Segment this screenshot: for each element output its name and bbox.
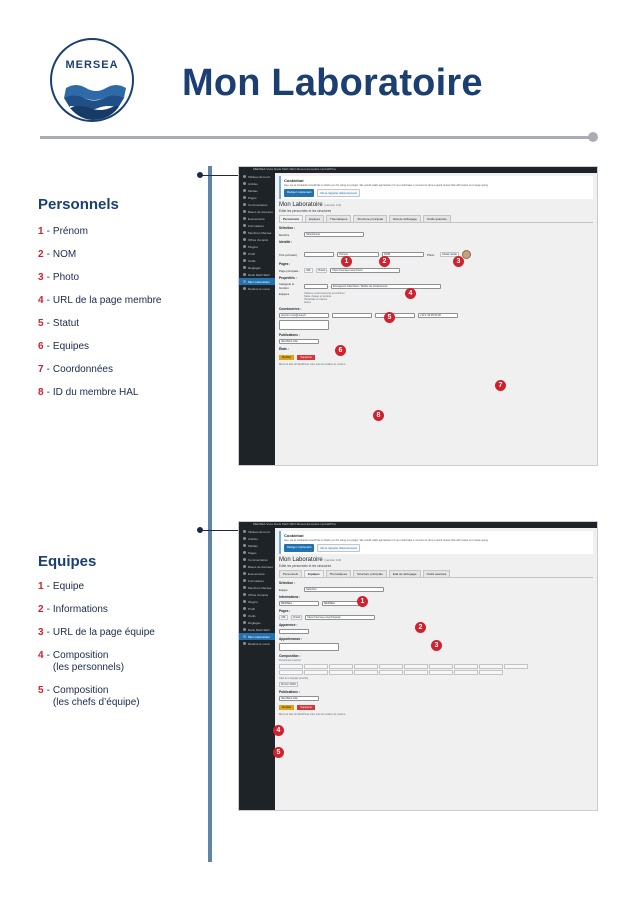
legend-item: 2 - NOM [38, 249, 77, 260]
member-tag[interactable] [429, 664, 453, 669]
tab-personnels[interactable]: Personnels [279, 570, 302, 577]
section-label: Apparence : [279, 623, 298, 627]
connector-2 [200, 530, 242, 531]
connector-dot-2 [197, 527, 203, 533]
callout-4: 4 [405, 288, 416, 299]
appartenance-field[interactable] [279, 643, 339, 651]
section-label: Composition : [279, 654, 301, 658]
field-label: Page principale : [279, 268, 300, 273]
legend-item: 2 - Informations [38, 604, 108, 615]
tab-tools[interactable]: Outils avancés [423, 215, 451, 222]
tab-equipes[interactable]: Equipes [305, 215, 324, 222]
section-label: États : [279, 347, 289, 351]
composition-label: Chef·fe·s d'équipe (inscrits) [279, 677, 309, 680]
section-label: Appartenance : [279, 637, 303, 641]
callout-3: 3 [431, 640, 442, 651]
field-label: Equipes [279, 292, 290, 296]
section-title-equipes: Equipes [38, 553, 97, 570]
sidebar-item-mon-laboratoire[interactable]: Mon Laboratoire [239, 633, 275, 640]
field-label: Titre (écrivant) [279, 252, 297, 257]
member-tag[interactable] [354, 664, 378, 669]
connector-dot-1 [197, 172, 203, 178]
member-tag[interactable] [279, 664, 303, 669]
sidebar-item[interactable]: Pages [239, 194, 275, 201]
equipe-checkbox[interactable]: Humanités et cultures [304, 298, 328, 301]
sidebar-item[interactable]: Articles [239, 180, 275, 187]
sidebar-item[interactable]: Articles [239, 535, 275, 542]
admin-page-title: Mon Laboratoire (version 4.9) [279, 557, 342, 563]
member-tag[interactable] [304, 670, 328, 675]
page-option[interactable]: Choisir [292, 616, 301, 619]
page-option[interactable]: URL [281, 616, 286, 619]
phone-field[interactable]: +33 1 39 25 00 00 [418, 313, 458, 318]
screenshot-equipes [238, 521, 598, 811]
composition-label: Personnels (inscrits) [279, 659, 301, 662]
header-rule [40, 136, 593, 139]
legend-item: 4 - Composition (les personnels) [38, 650, 125, 673]
sidebar-item[interactable]: Réglages [239, 619, 275, 626]
sidebar-item[interactable]: Bases de données [239, 563, 275, 570]
section-label: Pages : [279, 262, 291, 266]
sidebar-item[interactable]: Evènements [239, 215, 275, 222]
sidebar-item[interactable]: Médias [239, 187, 275, 194]
cookiebot-notice: Cookiebot Hey, we at Cookiebot would like to thank you for using our plugin. We would really appreciate it if you could take a moment to drop a quick review that will inspire us to keep going. Rédiger maintenant Me le rappeler ultérieurement [279, 531, 593, 554]
sidebar-item-mon-laboratoire[interactable]: Mon Laboratoire [239, 278, 275, 285]
legend-item: 1 - Prénom [38, 226, 88, 237]
personnels-taglist [279, 664, 539, 675]
callout-5: 5 [384, 312, 395, 323]
waves-icon [52, 40, 134, 122]
mersea-logo [50, 38, 134, 122]
admin-sidebar [239, 528, 275, 810]
member-tag[interactable] [304, 664, 328, 669]
admin-footer: Merci de faire de WordPress votre outil de création de contenu. [279, 363, 346, 366]
member-tag[interactable] [479, 670, 503, 675]
sidebar-item[interactable]: Plugins [239, 598, 275, 605]
sidebar-item[interactable]: Rank Math SEO [239, 626, 275, 633]
sidebar-item[interactable]: Réglages [239, 264, 275, 271]
sidebar-item[interactable]: Profil [239, 605, 275, 612]
sidebar-item[interactable]: Evènements [239, 570, 275, 577]
sidebar-item[interactable]: Commentaires [239, 201, 275, 208]
member-tag[interactable] [329, 670, 353, 675]
remind-later-button[interactable]: Me le rappeler ultérieurement [317, 544, 360, 552]
section-label: Coordonnées : [279, 307, 302, 311]
cookiebot-notice: Cookiebot Hey, we at Cookiebot would like to thank you for using our plugin. We would really appreciate it if you could take a moment to drop a quick review that will inspire us to keep going. Rédiger maintenant Me le rappeler ultérieurement [279, 176, 593, 199]
admin-page-subtitle: Edite les personnels et les structures [279, 564, 332, 568]
legend-item: 6 - Equipes [38, 341, 90, 352]
delete-button[interactable]: Supprimer [297, 705, 315, 710]
admin-content [279, 531, 593, 806]
sidebar-item[interactable]: Rank Math SEO [239, 271, 275, 278]
sidebar-item[interactable]: Outils [239, 612, 275, 619]
legend-item: 1 - Equipe [38, 581, 85, 592]
modify-button[interactable]: Modifier [279, 705, 294, 710]
connector-1 [200, 175, 242, 176]
legend-item: 7 - Coordonnées [38, 364, 113, 375]
modify-button[interactable]: Modifier [279, 355, 294, 360]
legend-item: 8 - ID du membre HAL [38, 387, 139, 398]
team-short-name-field[interactable]: MERSEA [279, 601, 319, 606]
equipes-checklist [304, 292, 345, 304]
equipe-checkbox[interactable]: Cultures, environnements et territoires [304, 292, 345, 295]
field-label: Equipe [279, 587, 288, 592]
callout-5: 5 [273, 747, 284, 758]
titre-select[interactable] [304, 252, 334, 257]
section-label: Informations : [279, 595, 301, 599]
section-label: Identité : [279, 240, 293, 244]
color-field[interactable] [279, 629, 309, 634]
section-title-personnels: Personnels [38, 196, 119, 213]
sidebar-item[interactable]: Offres d'emploi [239, 591, 275, 598]
sidebar-item[interactable]: Formulaires [239, 577, 275, 584]
sidebar-item[interactable]: Tableau de bord [239, 528, 275, 535]
rule-end-dot [588, 132, 598, 142]
admin-page-subtitle: Edite les personnels et les structures [279, 209, 332, 213]
admin-content [279, 176, 593, 461]
tab-structure[interactable]: Structure principale [353, 215, 387, 222]
address-field[interactable] [279, 320, 329, 330]
sidebar-item[interactable]: Commentaires [239, 556, 275, 563]
statut-select[interactable]: Enseignant-Chercheur / Maître de Conférences [331, 284, 441, 289]
member-tag[interactable] [379, 670, 403, 675]
sidebar-item[interactable]: Pages [239, 549, 275, 556]
member-tag[interactable] [479, 664, 503, 669]
field-label: Catégorie et fonction [279, 282, 295, 290]
legend-item: 4 - URL de la page membre [38, 295, 162, 306]
nom-field[interactable]: NOM [382, 252, 424, 257]
tab-tools[interactable]: Outils avancés [423, 570, 451, 577]
delete-button[interactable]: Supprimer [297, 355, 315, 360]
prenom-field[interactable]: Prénom [337, 252, 379, 257]
team-page-url-field[interactable]: https://mersea.uvsq.fr/equipe [305, 615, 375, 620]
building-field[interactable] [375, 313, 415, 318]
tab-thematiques[interactable]: Thématiques [326, 570, 351, 577]
field-label: Photo [427, 252, 435, 257]
callout-3: 3 [453, 256, 464, 267]
page-option[interactable]: Choisir [317, 269, 326, 272]
legend-item: 3 - Photo [38, 272, 80, 283]
callout-2: 2 [415, 622, 426, 633]
tab-thematiques[interactable]: Thématiques [326, 215, 351, 222]
member-tag[interactable] [429, 670, 453, 675]
category-select[interactable] [304, 284, 328, 289]
member-tag[interactable] [454, 670, 478, 675]
team-long-name-field[interactable]: MERSEA [322, 601, 362, 606]
screenshot-personnels [238, 166, 598, 466]
equipe-checkbox[interactable]: Santé, risques et sociétés [304, 295, 332, 298]
legend-item: 3 - URL de la page équipe [38, 627, 155, 638]
legend-item: 5 - Statut [38, 318, 80, 329]
member-tag[interactable] [404, 664, 428, 669]
member-tag[interactable] [279, 670, 303, 675]
sidebar-item[interactable]: Membres Mersea [239, 229, 275, 236]
sidebar-item[interactable]: Bases de données [239, 208, 275, 215]
admin-bar: MERSEA Votre Rank Math SEO Mesures/emplois UpdraftPlus [239, 522, 597, 528]
sidebar-item[interactable]: Membres Mersea [239, 584, 275, 591]
page-option[interactable]: URL [306, 269, 311, 272]
callout-8: 8 [373, 410, 384, 421]
equipe-checkbox[interactable]: Autres [304, 301, 311, 304]
section-label: Publications : [279, 333, 300, 337]
sidebar-item[interactable]: Formulaires [239, 222, 275, 229]
field-label: Membre [279, 232, 290, 237]
page-title: Mon Laboratoire [182, 62, 483, 104]
admin-tabs [279, 570, 593, 578]
member-tag[interactable] [504, 664, 528, 669]
sidebar-item[interactable]: Offres d'emploi [239, 236, 275, 243]
sidebar-item[interactable]: Médias [239, 542, 275, 549]
admin-tabs [279, 215, 593, 223]
callout-2: 2 [379, 256, 390, 267]
legend-personnels [38, 226, 161, 410]
section-label: Pages : [279, 609, 291, 613]
photo-choose-button[interactable]: Choisir média [442, 253, 457, 256]
callout-1: 1 [341, 256, 352, 267]
admin-footer: Merci de faire de WordPress votre outil de création de contenu. [279, 713, 346, 716]
tab-equipes[interactable]: Equipes [304, 570, 324, 577]
hal-id-field[interactable]: Identifiant HAL [279, 339, 319, 344]
admin-page-title: Mon Laboratoire (version 4.9) [279, 202, 342, 208]
tab-structure[interactable]: Structure principale [353, 570, 387, 577]
admin-sidebar [239, 173, 275, 465]
section-label: Sélection : [279, 581, 296, 585]
sidebar-item[interactable]: Tableau de bord [239, 173, 275, 180]
office-field[interactable] [332, 313, 372, 318]
chef-tag[interactable]: Prénom NOM [281, 683, 296, 686]
section-label: Propriétés : [279, 276, 297, 280]
remind-later-button[interactable]: Me le rappeler ultérieurement [317, 189, 360, 197]
callout-4: 4 [273, 725, 284, 736]
sidebar-item[interactable]: Réduire le menu [239, 285, 275, 292]
membre-select[interactable]: Sélectionner [304, 232, 364, 237]
member-tag[interactable] [454, 664, 478, 669]
callout-7: 7 [495, 380, 506, 391]
member-tag[interactable] [379, 664, 403, 669]
sidebar-item[interactable]: Plugins [239, 243, 275, 250]
sidebar-item[interactable]: Outils [239, 257, 275, 264]
callout-1: 1 [357, 596, 368, 607]
timeline-line [208, 166, 212, 862]
tab-personnels[interactable]: Personnels [279, 215, 303, 222]
section-label: Publications : [279, 690, 300, 694]
page-url-field[interactable]: https://mersea.uvsq.fr/nom [330, 268, 400, 273]
tab-debug[interactable]: Etat de débogage [389, 215, 421, 222]
legend-item: 5 - Composition (les chefs d’équipe) [38, 685, 140, 708]
review-now-button[interactable]: Rédiger maintenant [284, 544, 314, 552]
hal-id-field[interactable]: Identifiant HAL [279, 696, 319, 701]
tab-debug[interactable]: Etat de débogage [389, 570, 421, 577]
sidebar-item[interactable]: Profil [239, 250, 275, 257]
section-label: Sélection : [279, 226, 296, 230]
member-tag[interactable] [404, 670, 428, 675]
equipe-select[interactable]: Sélection [304, 587, 384, 592]
legend-equipes [38, 581, 155, 720]
admin-bar: MERSEA Votre Rank Math SEO Mesures/emplois UpdraftPlus [239, 167, 597, 173]
sidebar-item[interactable]: Réduire le menu [239, 640, 275, 647]
member-tag[interactable] [329, 664, 353, 669]
callout-6: 6 [335, 345, 346, 356]
logo-text: MERSEA [65, 59, 119, 71]
member-tag[interactable] [354, 670, 378, 675]
review-now-button[interactable]: Rédiger maintenant [284, 189, 314, 197]
email-field[interactable]: prenom.nom@uvsq.fr [279, 313, 329, 318]
